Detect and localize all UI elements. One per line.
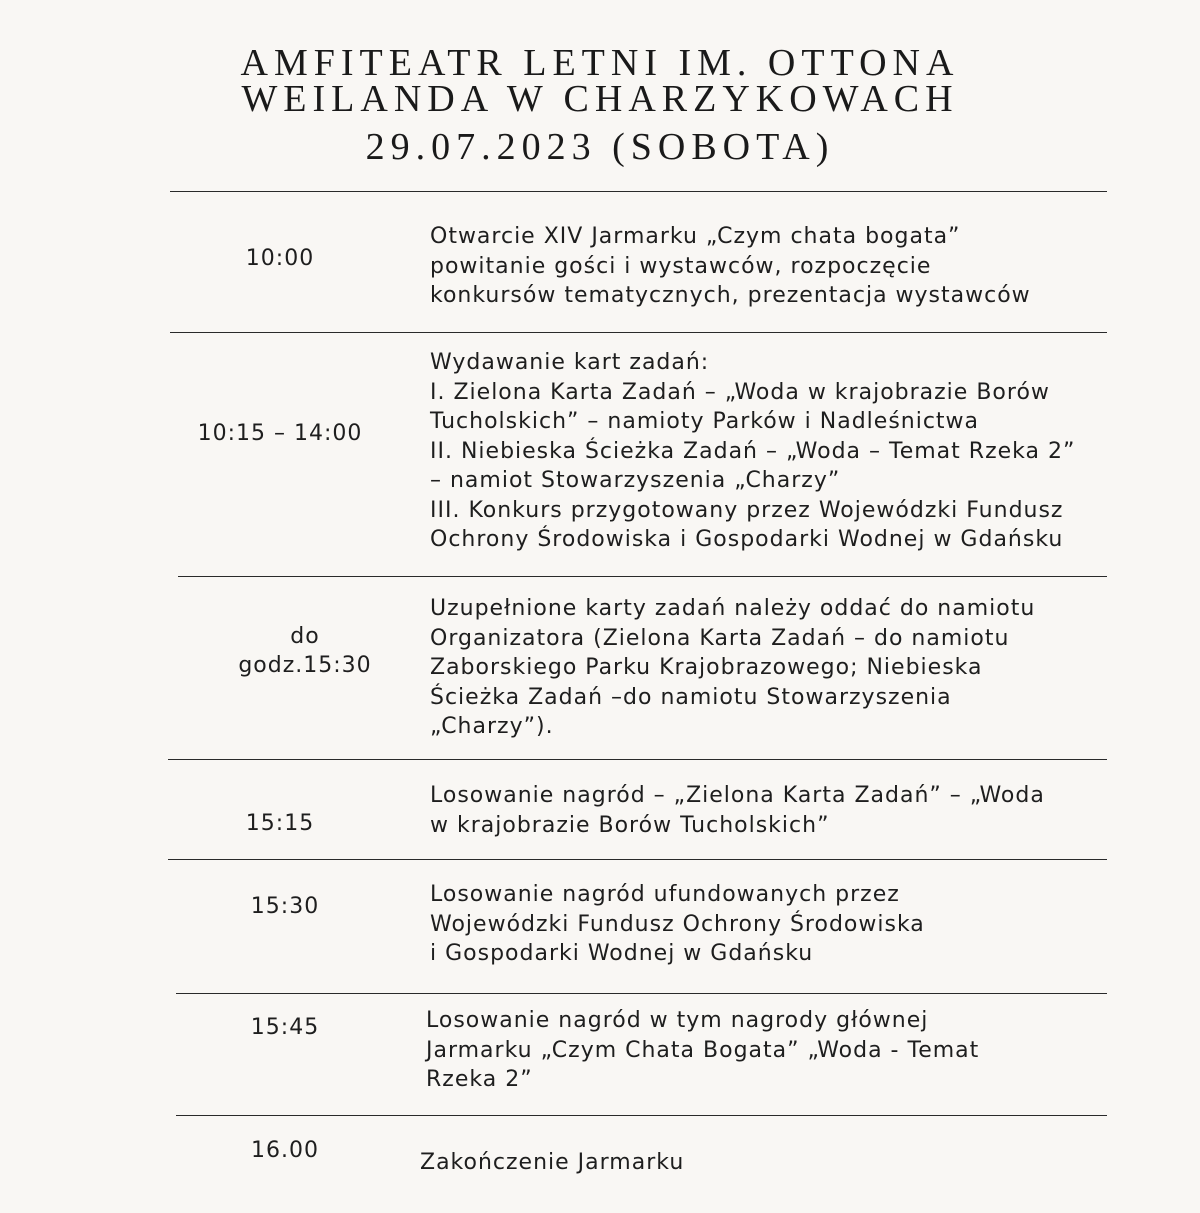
divider xyxy=(176,1115,1107,1116)
schedule-time-line: do xyxy=(290,624,320,649)
description-line: Otwarcie XIV Jarmarku „Czym chata bogata” xyxy=(430,224,961,249)
description-line: Losowanie nagród – „Zielona Karta Zadań” – „Woda xyxy=(430,783,1045,808)
schedule-time: 10:00 xyxy=(245,246,315,271)
description-line: Ochrony Środowiska i Gospodarki Wodnej w Gdańsku xyxy=(430,527,1064,552)
schedule-time: 15:45 xyxy=(250,1015,320,1040)
description-line: Zaborskiego Parku Krajobrazowego; Niebieska xyxy=(430,655,983,680)
divider xyxy=(178,576,1107,577)
description-line: II. Niebieska Ścieżka Zadań – „Woda – Temat Rzeka 2” xyxy=(430,438,1076,464)
schedule-description xyxy=(430,880,1130,969)
description-line: w krajobrazie Borów Tucholskich” xyxy=(430,812,830,838)
description-line: Ścieżka Zadań –do namiotu Stowarzyszenia xyxy=(430,684,952,710)
description-line: konkursów tematycznych, prezentacja wystawców xyxy=(430,283,1031,308)
schedule-description xyxy=(430,348,1130,555)
description-line: Tucholskich” – namioty Parków i Nadleśnictwa xyxy=(430,409,980,434)
description-line: i Gospodarki Wodnej w Gdańsku xyxy=(430,941,814,966)
schedule-description xyxy=(420,1148,1120,1178)
description-line: Wojewódzki Fundusz Ochrony Środowiska xyxy=(430,911,925,937)
description-line: – namiot Stowarzyszenia „Charzy” xyxy=(430,468,841,493)
venue-title-line-1: AMFITEATR LETNI IM. OTTONA xyxy=(240,42,960,84)
schedule-time xyxy=(205,622,405,680)
schedule-description xyxy=(426,1006,1126,1095)
description-line: Jarmarku „Czym Chata Bogata” „Woda - Temat xyxy=(426,1037,980,1063)
description-line: Wydawanie kart zadań: xyxy=(430,350,710,375)
description-line: Rzeka 2” xyxy=(426,1067,533,1092)
description-line: III. Konkurs przygotowany przez Wojewódzki Fundusz xyxy=(430,497,1064,523)
divider xyxy=(168,859,1107,860)
divider xyxy=(170,332,1107,333)
venue-title-line-2: WEILANDA W CHARZYKOWACH xyxy=(241,78,959,120)
schedule-time: 16.00 xyxy=(251,1138,319,1163)
description-line: Losowanie nagród w tym nagrody głównej xyxy=(426,1008,929,1033)
schedule-description xyxy=(430,222,1130,311)
schedule-time: 15:30 xyxy=(250,894,320,919)
divider xyxy=(170,191,1107,192)
description-line: Organizatora (Zielona Karta Zadań – do namiotu xyxy=(430,625,1010,651)
schedule-time: 15:15 xyxy=(245,811,315,836)
schedule-time-line: godz.15:30 xyxy=(238,653,372,678)
schedule-time: 10:15 – 14:00 xyxy=(197,421,363,446)
divider xyxy=(176,993,1107,994)
description-line: Uzupełnione karty zadań należy oddać do namiotu xyxy=(430,596,1036,621)
schedule-description xyxy=(430,781,1130,840)
description-line: „Charzy”). xyxy=(430,714,554,739)
event-date: 29.07.2023 (SOBOTA) xyxy=(365,126,835,168)
divider xyxy=(168,759,1107,760)
schedule-description xyxy=(430,594,1130,742)
description-line: Losowanie nagród ufundowanych przez xyxy=(430,882,900,907)
description-line: powitanie gości i wystawców, rozpoczęcie xyxy=(430,253,932,279)
description-line: Zakończenie Jarmarku xyxy=(420,1150,685,1175)
description-line: I. Zielona Karta Zadań – „Woda w krajobrazie Borów xyxy=(430,379,1050,405)
